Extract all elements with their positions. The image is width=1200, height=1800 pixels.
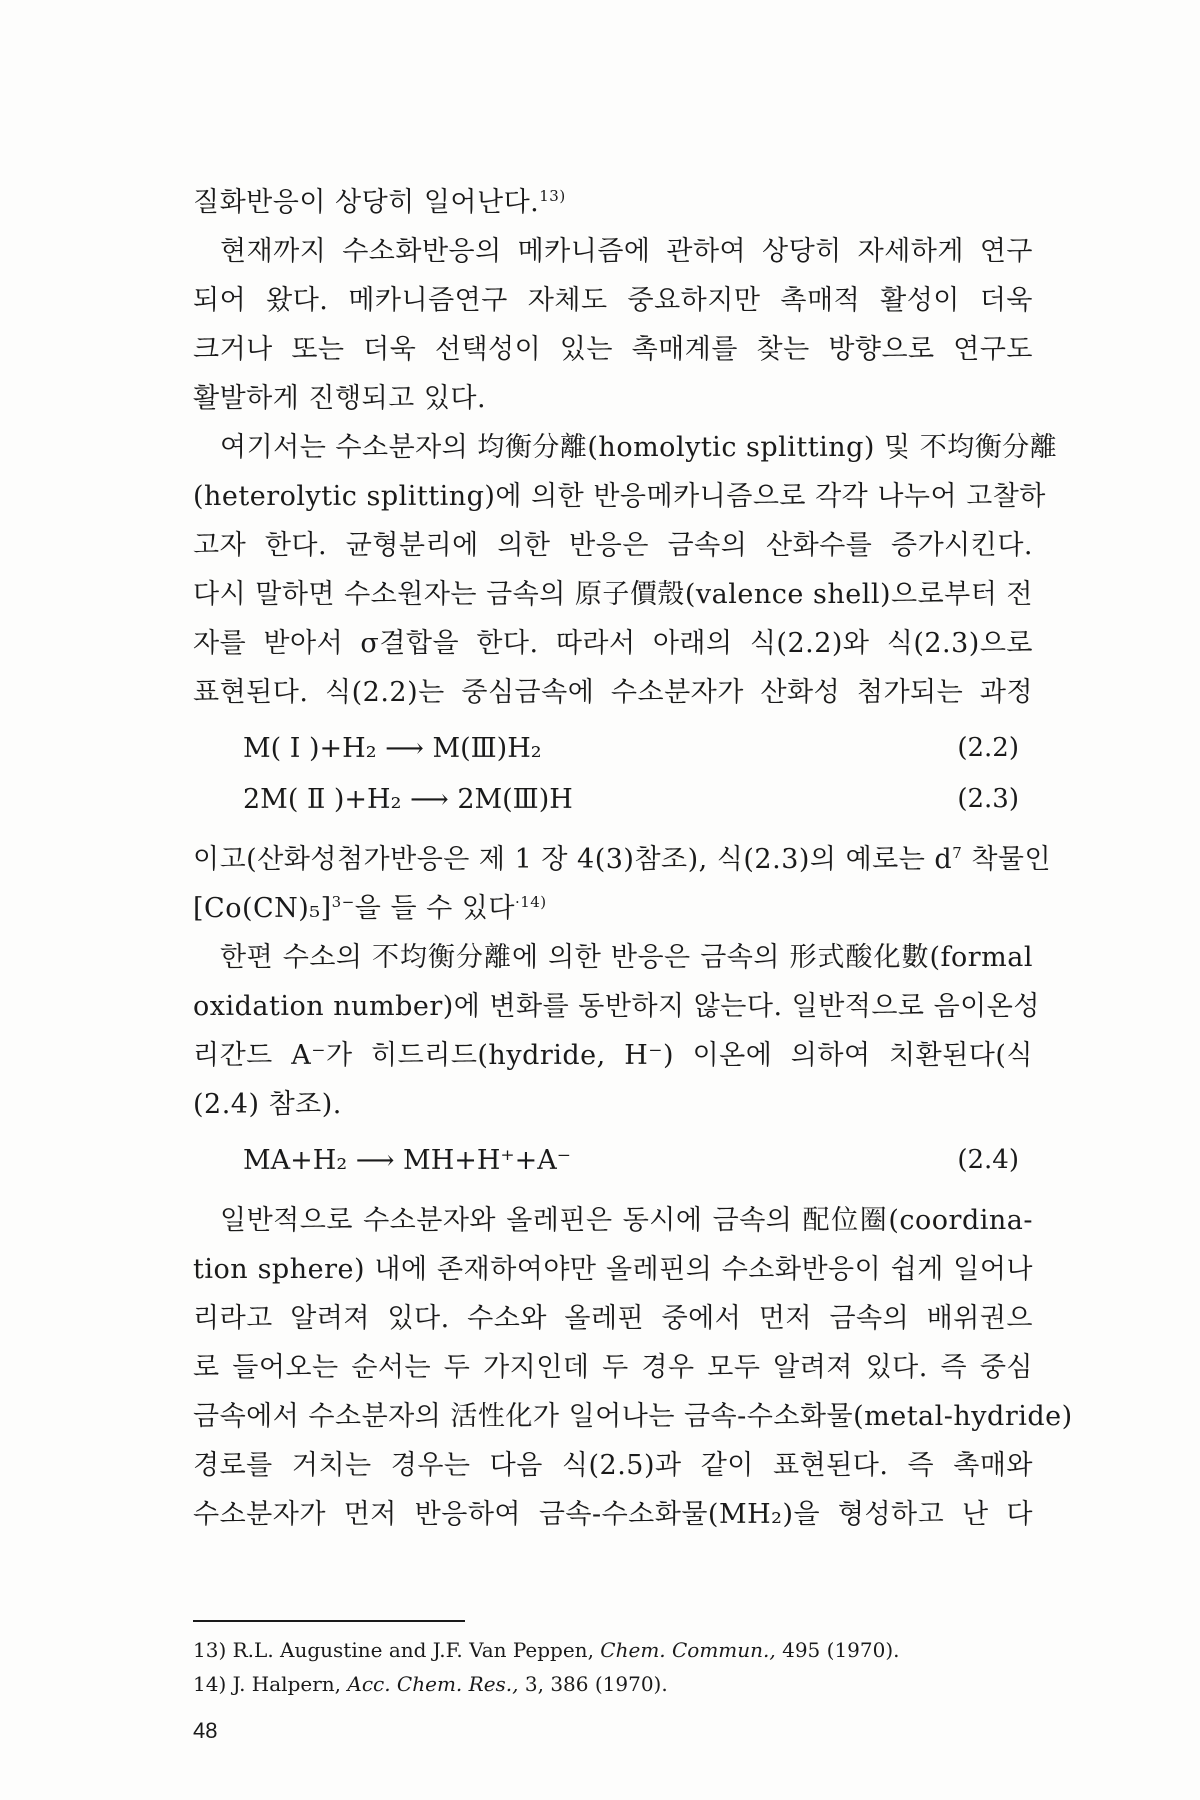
equation [193, 723, 1033, 774]
text-span: 질화반응이 상당히 일어난다. [193, 187, 540, 218]
equation-lhs: M( I )+H₂ [243, 733, 377, 764]
paragraph-line [193, 835, 1052, 884]
body-text [193, 178, 1073, 1539]
paragraph-line [193, 178, 1033, 227]
paragraph-line: 한편 수소의 不均衡分離에 의한 반응은 금속의 形式酸化數(formal [220, 942, 1033, 973]
text-span: 이고(산화성첨가반응은 제 1 장 4(3)참조), 식(2.3)의 예로는 d [193, 844, 953, 875]
footnote [193, 1667, 1033, 1701]
equation-rhs: 2M(Ⅲ)H [457, 784, 573, 815]
text-span: [Co(CN)₅] [193, 893, 332, 924]
paragraph-line: 크거나 또는 더욱 선택성이 있는 촉매계를 찾는 방향으로 연구도 [193, 334, 1033, 365]
footnote-authors: J. Halpern, [232, 1672, 342, 1696]
equation-rhs: MH+H⁺+A⁻ [403, 1145, 572, 1176]
equation-number: (2.4) [957, 1145, 1019, 1175]
footnote-details: 495 (1970). [782, 1638, 900, 1662]
text-span: 착물인 [962, 844, 1052, 875]
footnote-journal: Chem. Commun., [600, 1638, 776, 1662]
footnote-ref: ·14) [514, 893, 547, 911]
text-span: 을 들 수 있다 [354, 893, 515, 924]
equation-block [193, 1135, 1033, 1186]
paragraph-line: (heterolytic splitting)에 의한 반응메카니즘으로 각각 나누어 고찰하 [193, 481, 1046, 512]
equation-body [243, 1135, 571, 1186]
superscript: 3− [331, 893, 355, 911]
paragraph-line [193, 884, 1033, 933]
paragraph-line: 되어 왔다. 메카니즘연구 자체도 중요하지만 촉매적 활성이 더욱 [193, 285, 1033, 316]
paragraph-line: 금속에서 수소분자의 活性化가 일어나는 금속-수소화물(metal-hydride) [193, 1401, 1073, 1432]
equation-body [243, 774, 573, 825]
paragraph-line: 여기서는 수소분자의 均衡分離(homolytic splitting) 및 不均衡分離 [220, 432, 1058, 463]
equation-body [243, 723, 542, 774]
paragraph-line: 수소분자가 먼저 반응하여 금속-수소화물(MH₂)을 형성하고 난 다 [193, 1499, 1033, 1530]
footnote [193, 1633, 1033, 1667]
page-number: 48 [193, 1718, 218, 1743]
equation [193, 774, 1033, 825]
footnote-details: 3, 386 (1970). [524, 1672, 668, 1696]
paragraph-line: 리라고 알려져 있다. 수소와 올레핀 중에서 먼저 금속의 배위권으 [193, 1303, 1033, 1334]
equation [193, 1135, 1033, 1186]
equation-number: (2.3) [957, 784, 1019, 814]
equation-rhs: M(Ⅲ)H₂ [432, 733, 542, 764]
paragraph-line: 일반적으로 수소분자와 올레핀은 동시에 금속의 配位圈(coordina- [220, 1205, 1033, 1236]
paragraph-line: 현재까지 수소화반응의 메카니즘에 관하여 상당히 자세하게 연구 [220, 236, 1033, 267]
paragraph-line: oxidation number)에 변화를 동반하지 않는다. 일반적으로 음이온성 [193, 991, 1040, 1022]
footnote-journal: Acc. Chem. Res., [347, 1672, 519, 1696]
equation-lhs: 2M( Ⅱ )+H₂ [243, 784, 402, 815]
paragraph-line: 활발하게 진행되고 있다. [193, 383, 487, 414]
footnote-divider [193, 1620, 465, 1622]
equation-block [193, 723, 1033, 825]
equation-lhs: MA+H₂ [243, 1145, 348, 1176]
footnotes [193, 1633, 1033, 1701]
footnote-authors: R.L. Augustine and J.F. Van Peppen, [232, 1638, 594, 1662]
footnote-ref: 13) [539, 187, 566, 205]
paragraph-line: 다시 말하면 수소원자는 금속의 原子價殼(valence shell)으로부터 전 [193, 579, 1033, 610]
paragraph-line: (2.4) 참조). [193, 1089, 342, 1120]
paragraph-line: 로 들어오는 순서는 두 가지인데 두 경우 모두 알려져 있다. 즉 중심 [193, 1352, 1033, 1383]
paragraph-line: tion sphere) 내에 존재하여야만 올레핀의 수소화반응이 쉽게 일어나 [193, 1254, 1033, 1285]
paragraph-line: 경로를 거치는 경우는 다음 식(2.5)과 같이 표현된다. 즉 촉매와 [193, 1450, 1033, 1481]
paragraph-line: 자를 받아서 σ결합을 한다. 따라서 아래의 식(2.2)와 식(2.3)으로 [193, 628, 1033, 659]
footnote-number: 14) [193, 1672, 227, 1696]
superscript: 7 [952, 844, 963, 862]
equation-number: (2.2) [957, 733, 1019, 763]
paragraph-line: 리간드 A⁻가 히드리드(hydride, H⁻) 이온에 의하여 치환된다(식 [193, 1040, 1033, 1071]
arrow-icon: ⟶ [355, 1145, 395, 1176]
arrow-icon: ⟶ [410, 784, 449, 815]
arrow-icon: ⟶ [385, 733, 424, 764]
paragraph-line: 표현된다. 식(2.2)는 중심금속에 수소분자가 산화성 첨가되는 과정 [193, 677, 1033, 708]
footnote-number: 13) [193, 1638, 227, 1662]
paragraph-line: 고자 한다. 균형분리에 의한 반응은 금속의 산화수를 증가시킨다. [193, 530, 1033, 561]
